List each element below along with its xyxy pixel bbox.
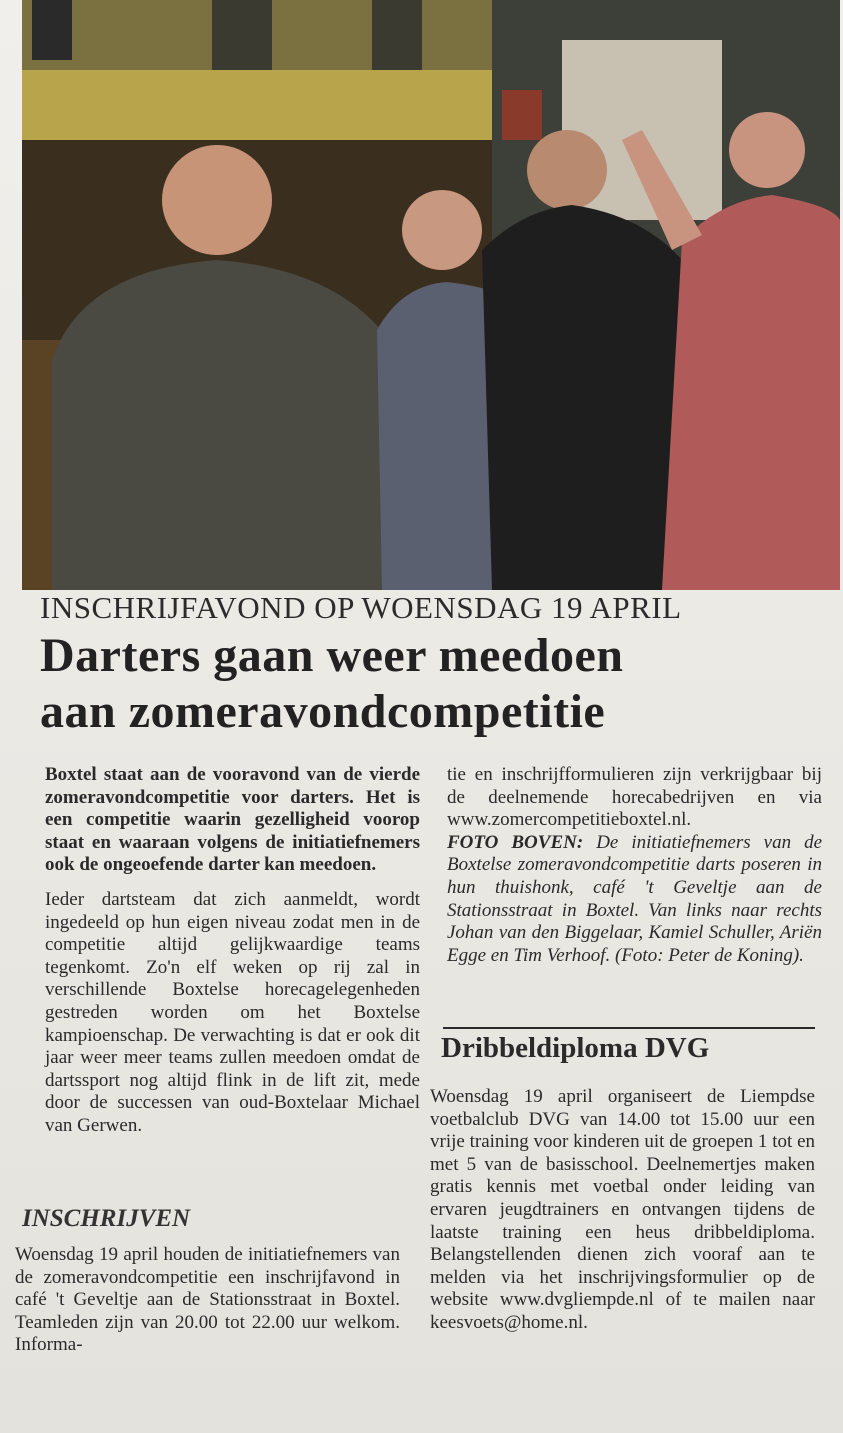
body-paragraph-3: Woensdag 19 april organiseert de Liempdse voetbalclub DVG van 14.00 tot 15.00 uur een vrije training voor kinderen uit de groepen 1 tot en met 5 van de basisschool. Deelnemertjes maken gratis kennis met voetbal onder leiding van ervaren jeugdtrainers en ontvangen tijdens de laatste training een heus dribbeldiploma. Belangstellenden dienen zich vooraf aan te melden via het inschrijvingsformulier op de website www.dvgliempde.nl of te mailen naar keesvoets@home.nl. [430, 1086, 815, 1333]
column-1 [45, 764, 420, 1138]
section-divider [443, 1027, 815, 1029]
column-3 [15, 1244, 400, 1357]
body-paragraph-1: Ieder dartsteam dat zich aanmeldt, wordt ingedeeld op hun eigen niveau zodat men in de competitie altijd gelijkwaardige teams tegenkomt. Zo'n elf weken op rij zal in verschillende Boxtelse horecagelegenheden gestreden worden om het Boxtelse kampioenschap. De verwachting is dat er ook dit jaar weer meer teams zullen meedoen omdat de dartssport nog altijd flink in de lift zit, mede door de successen van oud-Boxtelaar Michael van Gerwen. [45, 888, 420, 1136]
column-4 [430, 1086, 815, 1335]
subhead-inschrijven: INSCHRIJVEN [22, 1205, 191, 1232]
headline-line-2: aan zomeravondcompetitie [40, 685, 606, 738]
kicker: INSCHRIJFAVOND OP WOENSDAG 19 APRIL [40, 590, 682, 625]
intro-paragraph: Boxtel staat aan de vooravond van de vierde zomeravondcompetitie voor darters. Het is een competitie waarin gezelligheid voorop staat en waaraan volgens de initiatiefnemers ook de ongeoefende darter kan meedoen. [45, 764, 420, 876]
subhead-dribbeldiploma: Dribbeldiploma DVG [441, 1032, 710, 1064]
column-2 [447, 764, 822, 967]
article-photo [22, 0, 840, 590]
headline [40, 628, 800, 740]
caption-text: De initiatiefnemers van de Boxtelse zomeravondcompetitie darts poseren in hun thuishonk, café 't Geveltje aan de Stationsstraat in Boxtel. Van links naar rechts Johan van den Biggelaar, Kamiel Schuller, Ariën Egge en Tim Verhoof. (Foto: Peter de Koning). [447, 831, 823, 966]
caption-label: FOTO BOVEN: [447, 831, 584, 853]
photo-illustration [22, 0, 840, 590]
body-paragraph-2-continued: tie en inschrijfformulieren zijn verkrijgbaar bij de deelnemende horecabedrijven en via www.zomercompetitieboxtel.nl. [447, 764, 822, 831]
body-paragraph-2: Woensdag 19 april houden de initiatiefnemers van de zomeravondcompetitie een inschrijfavond in café 't Geveltje aan de Stationsstraat in Boxtel. Teamleden zijn van 20.00 tot 22.00 uur welkom. Informa- [15, 1244, 400, 1356]
photo-caption [447, 832, 822, 968]
headline-line-1: Darters gaan weer meedoen [40, 629, 624, 682]
